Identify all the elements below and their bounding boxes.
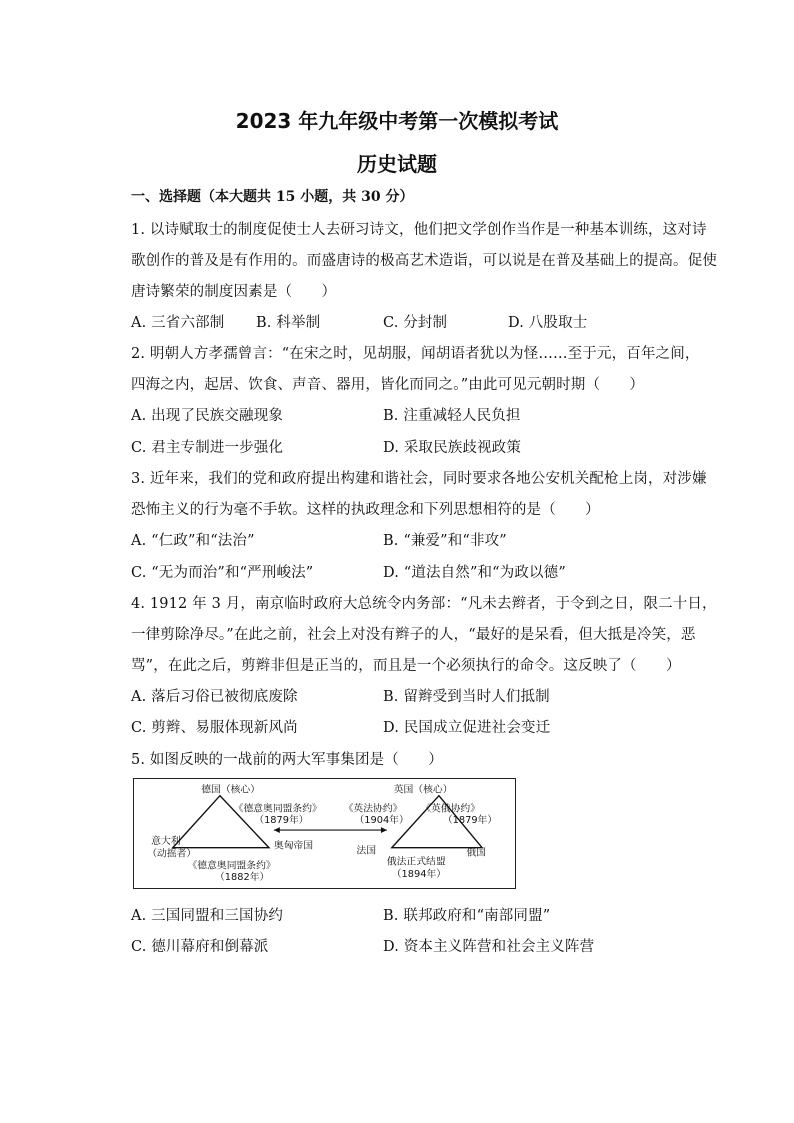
question-line: 5. 如图反映的一战前的两大军事集团是（ ） — [131, 752, 443, 768]
label-austria: 奥匈帝国 — [273, 840, 314, 852]
label-treaty-germany-italy: 《德意奥同盟条约》 — [187, 860, 276, 872]
label-france: 法国 — [356, 845, 377, 857]
option-b[interactable]: B. 科举制 — [256, 315, 321, 331]
exam-subtitle: 历史试题 — [357, 152, 437, 176]
option-a[interactable]: A. 三省六部制 — [131, 315, 225, 331]
question-line: 4. 1912 年 3 月，南京临时政府大总统令内务部：“凡未去辫者，于令到之日，限二十日， — [131, 596, 717, 612]
label-treaty-britain-france: 《英法协约》 — [343, 803, 403, 815]
question-line: 1. 以诗赋取士的制度促使士人去研习诗文，他们把文学创作当作是一种基本训练，这对诗 — [131, 222, 707, 238]
option-c[interactable]: C. “无为而治”和“严刑峻法” — [131, 565, 314, 581]
option-c[interactable]: C. 德川幕府和倒幕派 — [131, 939, 269, 955]
label-britain: 英国（核心） — [393, 784, 453, 796]
label-treaty-britain-russia: 《英俄协约》 — [421, 803, 481, 815]
label-treaty-germany-austria: 《德意奥同盟条约》 — [233, 803, 322, 815]
option-c[interactable]: C. 君主专制进一步强化 — [131, 440, 284, 456]
exam-title: 2023 年九年级中考第一次模拟考试 — [235, 109, 559, 133]
label-treaty-germany-austria-year: （1879年） — [254, 815, 309, 827]
arrow-head-left — [274, 827, 280, 833]
option-d[interactable]: D. “道法自然”和“为政以德” — [383, 565, 566, 581]
option-d[interactable]: D. 资本主义阵营和社会主义阵营 — [383, 939, 595, 955]
question-line: 2. 明朝人方孝孺曾言：“在宋之时，见胡服，闻胡语者犹以为怪……至于元，百年之间， — [131, 346, 700, 362]
arrow-head-right — [381, 827, 387, 833]
option-a[interactable]: A. “仁政”和“法治” — [131, 533, 255, 549]
section-heading: 一、选择题（本大题共 15 小题，共 30 分） — [131, 189, 414, 205]
label-italy: 意大利 — [151, 835, 181, 847]
option-a[interactable]: A. 出现了民族交融现象 — [131, 408, 283, 424]
question-line: 四海之内，起居、饮食、声音、器用，皆化而同之。”由此可见元朝时期（ ） — [131, 377, 645, 393]
option-b[interactable]: B. 联邦政府和“南部同盟” — [383, 908, 551, 924]
option-b[interactable]: B. 注重减轻人民负担 — [383, 408, 521, 424]
label-treaty-france-russia-year: （1894年） — [391, 869, 447, 881]
option-d[interactable]: D. 采取民族歧视政策 — [383, 440, 521, 456]
label-treaty-britain-russia-year: （1879年） — [442, 815, 498, 827]
option-a[interactable]: A. 三国同盟和三国协约 — [131, 908, 283, 924]
option-a[interactable]: A. 落后习俗已被彻底废除 — [131, 689, 298, 705]
question-line: 一律剪除净尽。”在此之前，社会上对没有辫子的人，“最好的是呆看，但大抵是冷笑，恶 — [131, 627, 696, 643]
question-line: 恐怖主义的行为毫不手软。这样的执政理念和下列思想相符的是（ ） — [131, 502, 600, 518]
label-russia: 俄国 — [466, 847, 486, 859]
option-d[interactable]: D. 八股取士 — [508, 315, 588, 331]
label-germany: 德国（核心） — [201, 784, 261, 796]
question-line: 3. 近年来，我们的党和政府提出构建和谐社会，同时要求各地公安机关配枪上岗，对涉嫌 — [131, 471, 707, 487]
question-line: 骂”，在此之后，剪辫非但是正当的，而且是一个必须执行的命令。这反映了（ ） — [131, 658, 681, 674]
question-line: 唐诗繁荣的制度因素是（ ） — [131, 284, 337, 300]
option-b[interactable]: B. “兼爱”和“非攻” — [383, 533, 507, 549]
option-c[interactable]: C. 剪辫、易服体现新风尚 — [131, 720, 298, 736]
option-c[interactable]: C. 分封制 — [383, 315, 448, 331]
label-treaty-france-russia: 俄法正式结盟 — [386, 856, 446, 868]
label-treaty-britain-france-year: （1904年） — [354, 815, 409, 827]
question-line: 歌创作的普及是有作用的。而盛唐诗的极高艺术造诣，可以说是在普及基础上的提高。促使 — [131, 253, 717, 269]
label-italy-note: （动摇者） — [147, 848, 197, 860]
label-treaty-germany-italy-year: （1882年） — [215, 872, 270, 884]
alliance-diagram — [133, 778, 516, 889]
option-b[interactable]: B. 留辫受到当时人们抵制 — [383, 689, 550, 705]
option-d[interactable]: D. 民国成立促进社会变迁 — [383, 720, 551, 736]
